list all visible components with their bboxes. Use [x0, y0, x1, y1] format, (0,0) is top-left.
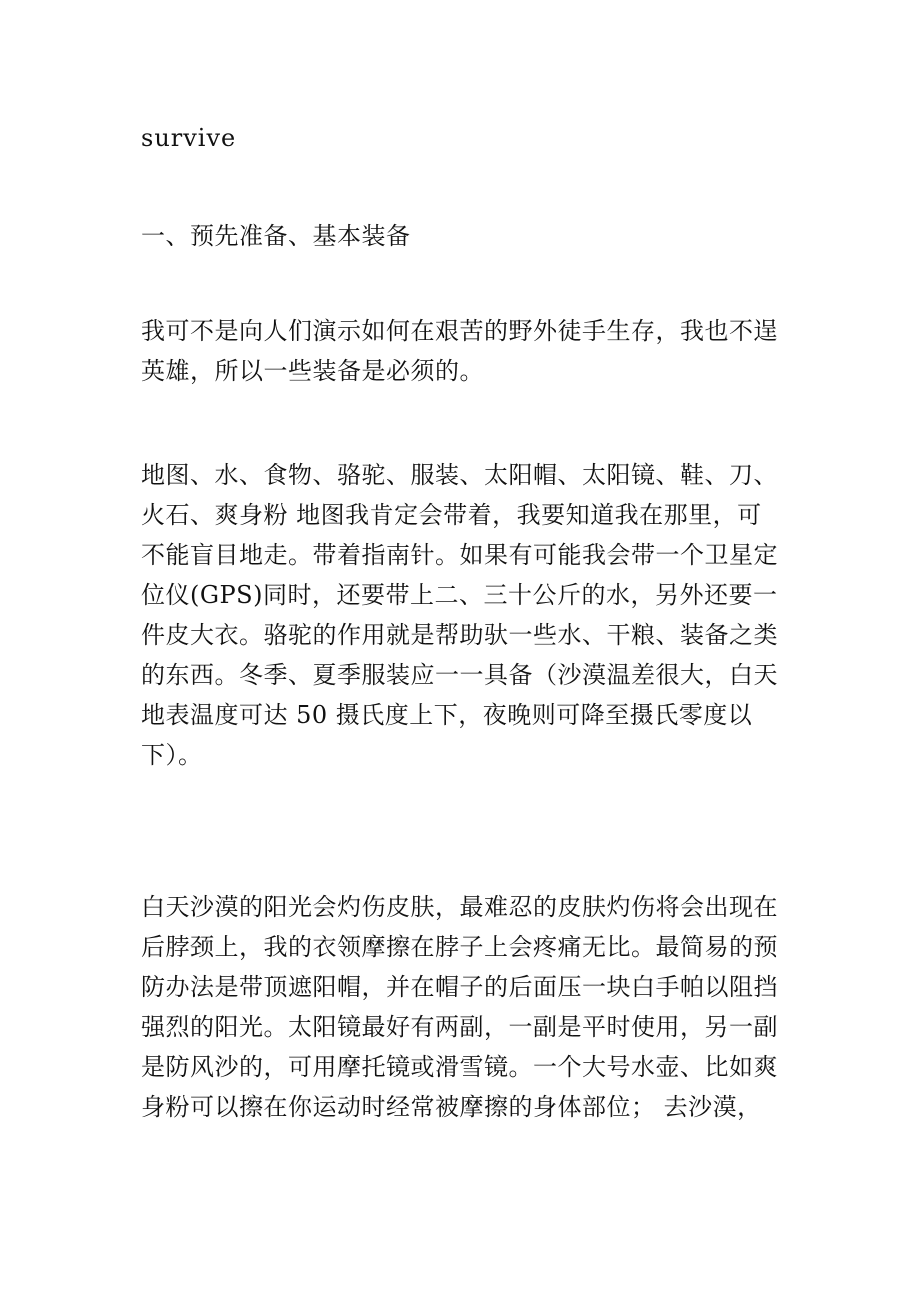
paragraph-line: 我可不是向人们演示如何在艰苦的野外徒手生存，我也不逞	[141, 317, 778, 345]
paragraph-line: 不能盲目地走。带着指南针。如果有可能我会带一个卫星定	[141, 541, 778, 569]
paragraph-intro	[141, 311, 778, 391]
paragraph-line: 件皮大衣。骆驼的作用就是帮助驮一些水、干粮、装备之类	[141, 621, 778, 649]
paragraph-line: 下）。	[141, 741, 203, 769]
paragraph-line: 是防风沙的，可用摩托镜或滑雪镜。一个大号水壶、比如爽	[141, 1053, 778, 1081]
paragraph-line: 地表温度可达 50 摄氏度上下，夜晚则可降至摄氏零度以	[141, 701, 753, 729]
paragraph-line: 地图、水、食物、骆驼、服装、太阳帽、太阳镜、鞋、刀、	[141, 461, 778, 489]
document-title: survive	[141, 124, 237, 152]
paragraph-line: 的东西。冬季、夏季服装应一一具备（沙漠温差很大，白天	[141, 661, 778, 689]
paragraph-line: 身粉可以擦在你运动时经常被摩擦的身体部位； 去沙漠，	[141, 1093, 762, 1121]
paragraph-line: 火石、爽身粉 地图我肯定会带着，我要知道我在那里，可	[141, 501, 762, 529]
paragraph-sun-protection	[141, 887, 778, 1127]
paragraph-line: 强烈的阳光。太阳镜最好有两副，一副是平时使用，另一副	[141, 1013, 778, 1041]
paragraph-line: 防办法是带顶遮阳帽，并在帽子的后面压一块白手帕以阻挡	[141, 973, 778, 1001]
paragraph-line: 白天沙漠的阳光会灼伤皮肤，最难忍的皮肤灼伤将会出现在	[141, 893, 778, 921]
section-heading: 一、预先准备、基本装备	[141, 222, 411, 250]
paragraph-line: 位仪(GPS)同时，还要带上二、三十公斤的水，另外还要一	[141, 581, 778, 609]
paragraph-line: 后脖颈上，我的衣领摩擦在脖子上会疼痛无比。最简易的预	[141, 933, 778, 961]
paragraph-equipment	[141, 455, 778, 775]
paragraph-line: 英雄，所以一些装备是必须的。	[141, 357, 484, 385]
